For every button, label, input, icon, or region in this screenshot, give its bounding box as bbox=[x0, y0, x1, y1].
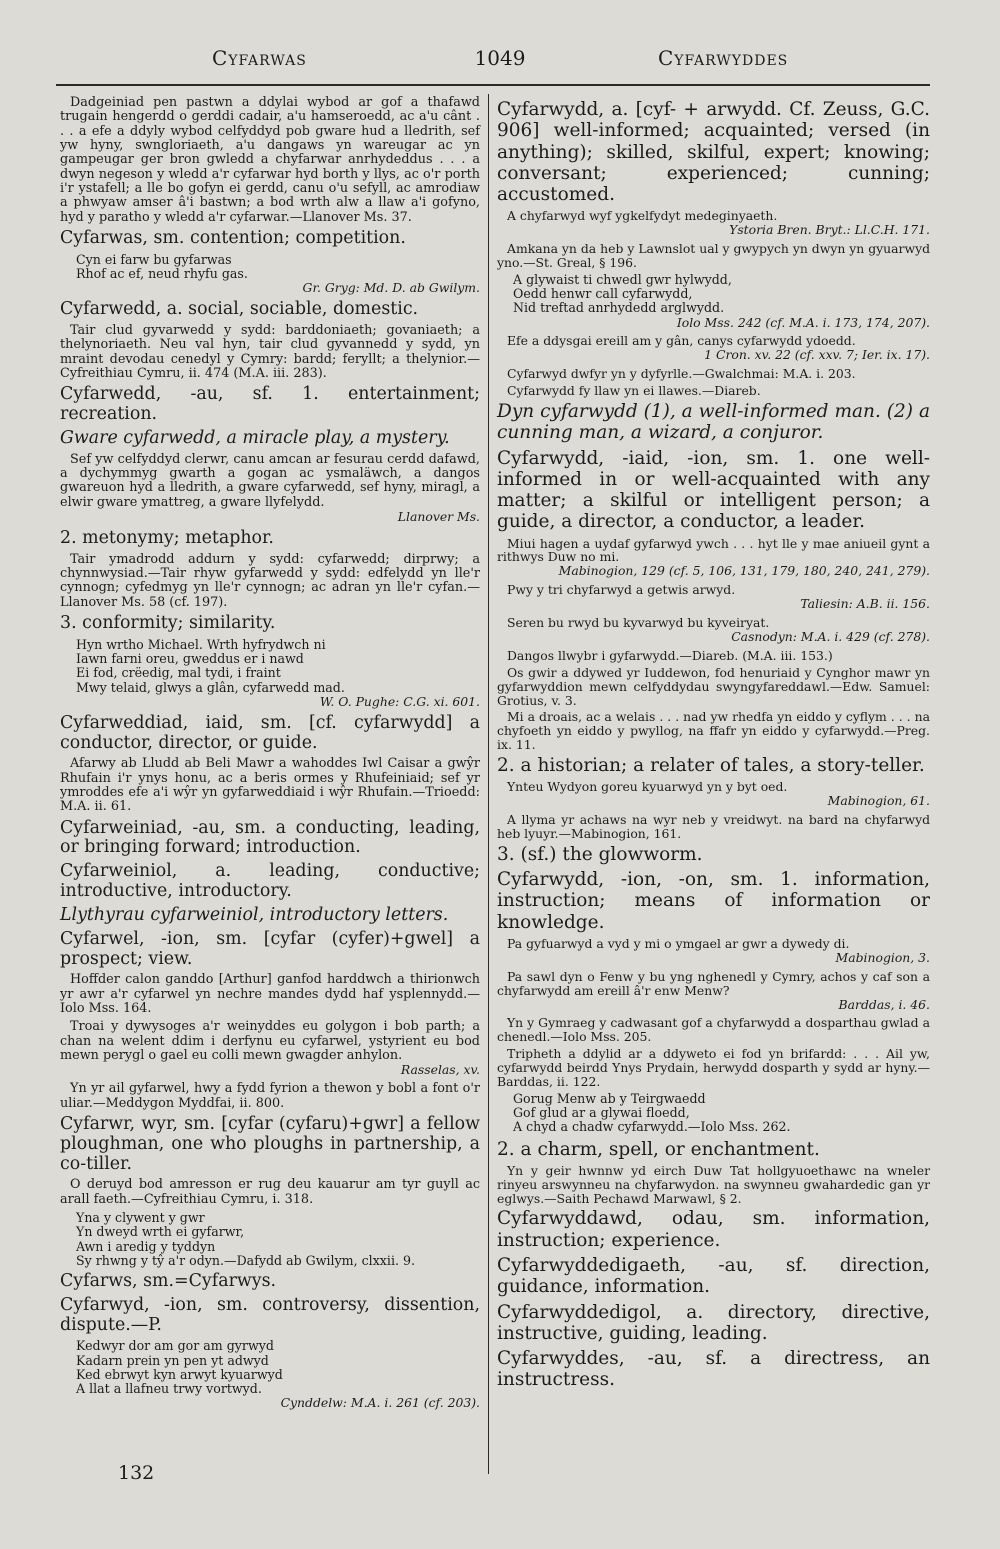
citation: Seren bu rwyd bu kyvarwyd bu kyveiryat. bbox=[507, 615, 770, 631]
citation: Miui hagen a uydaf gyfarwyd ywch . . . hyt lle y mae aniueil gynt a rithwys Duw no mi. bbox=[497, 535, 930, 565]
verse-line: Hyn wrtho Michael. Wrth hyfrydwch ni bbox=[76, 636, 326, 652]
verse-line: Ked ebrwyt kyn arwyt kyuarwyd bbox=[76, 1366, 283, 1382]
header-page-number: 1049 bbox=[474, 46, 526, 70]
citation: Ynteu Wydyon goreu kyuarwyd yn y byt oed. bbox=[507, 779, 788, 795]
entry-glowworm: 3. (sf.) the glowworm. bbox=[497, 843, 703, 865]
citation: Os gwir a ddywed yr Iuddewon, fod henuriaid y Cynghor mawr yn gyfarwyddion mewn celfyddydau swyngyfareddawl.—Edw. Samuel: Grotius, v. 3. bbox=[497, 664, 930, 708]
entry-cyfarwyddedigaeth: Cyfarwyddedigaeth, -au, sf. direction, guidance, information. bbox=[497, 1254, 930, 1298]
citation: Sef yw celfyddyd clerwr, canu amcan ar fesurau cerdd dafawd, a dychymmyg gwarth a gogan ac ysmaläwch, a dangos gwareuon hyd a lledrith, a gware cyfarwedd, sef hyny, miragl, a elwir gware ymattreg, a gware llyfelydd. bbox=[60, 451, 480, 510]
entry-llythyrau: Llythyrau cyfarweiniol, introductory letters. bbox=[60, 904, 449, 925]
signature-mark: 132 bbox=[118, 1462, 155, 1484]
verse-line: Sy rhwng y tŷ a'r odyn.—Dafydd ab Gwilym, clxxii. 9. bbox=[76, 1252, 415, 1268]
source-citation: Ystoria Bren. Bryt.: Ll.C.H. 171. bbox=[729, 222, 930, 238]
column-divider bbox=[488, 94, 489, 1474]
entry-cyfarws: Cyfarws, sm.=Cyfarwys. bbox=[60, 1270, 277, 1291]
citation: Hoffder calon ganddo [Arthur] ganfod harddwch a thirionwch yr awr a'r cyfarwel yn nechre mandes dydd haf ysplennydd.—Iolo Mss. 164. bbox=[60, 972, 480, 1017]
verse-line: Cyn ei farw bu gyfarwas bbox=[76, 251, 232, 267]
citation: Tair ymadrodd addurn y sydd: cyfarwedd; dirprwy; a chynnwysiad.—Tair rhyw gyfarwedd y sydd: edfelydd yn lle'r cynnogn; cyfedmyg yn lle'r cynnogn; ac adran yn lle'r cyfan.—Llanover Ms. 58 (cf. 197). bbox=[60, 551, 480, 610]
verse-line: Awn i aredig y tyddyn bbox=[76, 1238, 216, 1254]
source-citation: Barddas, i. 46. bbox=[838, 996, 930, 1012]
entry-cyfarweiniol: Cyfarweiniol, a. leading, conductive; introductive, introductory. bbox=[60, 861, 480, 902]
intro-citation: Dadgeiniad pen pastwn a ddylai wybod ar gof a thafawd trugain hengerdd o gerddi cadair, a'u hamseroedd, ac a'u cânt . . . a efe a ddyly wybod celfyddyd pob gware hud a lledrith, sef yw hyny, swngloriaeth, a'u dangaws yn wareugar ac yn gampeugar ger bron gwledd a chyfarwar anrhydeddus . . . a dwyn negeson y wledd a'r cyfarwar hyd borth y llys, ac o'r porth i'r ystafell; a lle bo gofyn ei gerdd, canu o'u sefyll, ac amrodiaw a phwyaw amser â'i bastwn; a bod wrth alw a llaw a'i gofyno, hyd y paratho y wledd a'r cyfarwar.—Llanover Ms. 37. bbox=[60, 95, 480, 225]
citation: Amkana yn da heb y Lawnslot ual y gwypych yn dwyn yn gyuarwyd yno.—St. Greal, § 196. bbox=[497, 241, 930, 270]
entry-cyfarwydd-noun: Cyfarwydd, -iaid, -ion, sm. 1. one well-informed in or well-acquainted with any matter; a skilful or intelligent person; a guide, a director, a conductor, a leader. bbox=[497, 447, 930, 533]
entry-cyfarwyddedigol: Cyfarwyddedigol, a. directory, directive, instructive, guiding, leading. bbox=[497, 1301, 930, 1344]
source-citation: Mabinogion, 61. bbox=[827, 793, 930, 809]
citation: Tripheth a ddylid ar a ddyweto ei fod yn brifardd: . . . Ail yw, cyfarwydd beirdd Ynys Prydain, herwydd dosparth y sydd ar hyny.—Barddas, ii. 122. bbox=[497, 1046, 930, 1089]
entry-cyfarweiniad: Cyfarweiniad, -au, sm. a conducting, leading, or bringing forward; introduction. bbox=[60, 817, 480, 858]
entry-cyfarwyd: Cyfarwyd, -ion, sm. controversy, dissention, dispute.—P. bbox=[60, 1294, 480, 1335]
verse-line: Mwy telaid, glwys a glân, cyfarwedd mad. bbox=[76, 679, 345, 695]
verse-line: A glywaist ti chwedl gwr hylwydd, bbox=[513, 271, 732, 287]
page-header bbox=[0, 42, 1000, 76]
citation: Dangos llwybr i gyfarwydd.—Diareb. (M.A. iii. 153.) bbox=[507, 647, 833, 663]
citation: Troai y dywysoges a'r weinyddes eu golygon i bob parth; a chan na welent ddim i derfynu eu cyfarwel, ystyrient eu bod mewn perygl o gael eu colli mewn gwagder anhylon. bbox=[60, 1019, 480, 1064]
verse-line: Yn dweyd wrth ei gyfarwr, bbox=[76, 1224, 245, 1240]
entry-dyn-cyfarwydd: Dyn cyfarwydd (1), a well-informed man. (2) a cunning man, a wizard, a conjuror. bbox=[497, 401, 930, 444]
citation: A chyfarwyd wyf ygkelfydyt medeginyaeth. bbox=[507, 208, 778, 224]
entry-metonymy: 2. metonymy; metaphor. bbox=[60, 527, 274, 548]
source-citation: Rasselas, xv. bbox=[400, 1062, 480, 1078]
entry-gware-cyfarwedd: Gware cyfarwedd, a miracle play, a mystery. bbox=[60, 427, 450, 448]
citation: Yn y geir hwnnw yd eirch Duw Tat hollgyuoethawc na wneler rinyeu arswynneu na chyfarwydon. na swynneu gwahardedic gan yr eglwys.—Saith Pechawd Marwawl, § 2. bbox=[497, 1162, 930, 1206]
citation: A llyma yr achaws na wyr neb y vreidwyt. na bard na chyfarwyd heb lyuyr.—Mabinogion, 161. bbox=[497, 812, 930, 841]
source-citation: Mabinogion, 3. bbox=[835, 949, 930, 965]
verse-line: Gorug Menw ab y Teirgwaedd bbox=[513, 1090, 706, 1106]
source-citation: W. O. Pughe: C.G. xi. 601. bbox=[319, 693, 480, 709]
verse-line: A chyd a chadw cyfarwydd.—Iolo Mss. 262. bbox=[513, 1119, 791, 1135]
source-citation: Gr. Gryg: Md. D. ab Gwilym. bbox=[302, 280, 480, 296]
citation: Cyfarwydd fy llaw yn ei llawes.—Diareb. bbox=[507, 383, 761, 399]
source-citation: Casnodyn: M.A. i. 429 (cf. 278). bbox=[731, 628, 930, 644]
header-left-guideword: Cyfarwas bbox=[212, 46, 307, 70]
source-citation: Cynddelw: M.A. i. 261 (cf. 203). bbox=[280, 1395, 480, 1411]
citation: Pa sawl dyn o Fenw y bu yng nghenedl y Cymry, achos y caf son a chyfarwydd am ereill â'r enw Menw? bbox=[497, 968, 930, 998]
citation: Pa gyfuarwyd a vyd y mi o ymgael ar gwr a dywedy di. bbox=[507, 935, 850, 951]
verse-line: Iawn farni oreu, gweddus er i nawd bbox=[76, 651, 304, 667]
citation: O deruyd bod amresson er rug deu kauarur am tyr guyll ac arall faeth.—Cyfreithiau Cymru, i. 318. bbox=[60, 1177, 480, 1207]
citation: Pwy y tri chyfarwyd a getwis arwyd. bbox=[507, 582, 736, 598]
citation: Cyfarwyd dwfyr yn y dyfyrlle.—Gwalchmai: M.A. i. 203. bbox=[507, 366, 856, 382]
citation: Mi a droais, ac a welais . . . nad yw rhedfa yn eiddo y cyflym . . . na chyfoeth yn eiddo y pwyllog, na ffafr yn eiddo y cyfarwydd.—Preg. ix. 11. bbox=[497, 709, 930, 753]
source-citation: 1 Cron. xv. 22 (cf. xxv. 7; Ier. ix. 17). bbox=[704, 347, 930, 363]
entry-cyfarwydd-adj: Cyfarwydd, a. [cyf- + arwydd. Cf. Zeuss, G.C. 906] well-informed; acquainted; versed (in anything); skilled, skilful, expert; knowing; conversant; experienced; cunning; accustomed. bbox=[497, 99, 930, 206]
entry-historian: 2. a historian; a relater of tales, a story-teller. bbox=[497, 755, 925, 777]
entry-cyfarwyddes: Cyfarwyddes, -au, sf. a directress, an instructress. bbox=[497, 1348, 930, 1391]
verse-line: Kadarn prein yn pen yt adwyd bbox=[76, 1352, 269, 1368]
verse-line: Nid treftad anrhydedd arglwydd. bbox=[513, 300, 725, 316]
entry-conformity: 3. conformity; similarity. bbox=[60, 613, 276, 634]
verse-line: Oedd henwr call cyfarwydd, bbox=[513, 286, 693, 302]
left-column bbox=[60, 96, 480, 1415]
verse-line: Yna y clywent y gwr bbox=[76, 1210, 205, 1226]
citation: Afarwy ab Lludd ab Beli Mawr a wahoddes Iwl Caisar a gwŷr Rhufain i'r ynys honu, ac a beris ormes y Rhufeiniaid; sef yr ymroddes efe a'i wŷr yn gyfarweddiaid i wŷr Rhufain.—Trioedd: M.A. ii. 61. bbox=[60, 756, 480, 815]
citation: Yn yr ail gyfarwel, hwy a fydd fyrion a thewon y bobl a font o'r uliar.—Meddygon Myddfai, ii. 800. bbox=[60, 1081, 480, 1111]
source-citation: Taliesin: A.B. ii. 156. bbox=[800, 596, 930, 612]
citation: Yn y Gymraeg y cadwasant gof a chyfarwydd a dosparthau gwlad a chenedl.—Iolo Mss. 205. bbox=[497, 1015, 930, 1045]
citation: Tair clud gyvarwedd y sydd: barddoniaeth; govaniaeth; a thelynoriaeth. Neu val hyn, tair clud gyvannedd y sydd, yn mraint devodau cenedyl y Cymry: bardd; feryllt; a thelynior.—Cyfreithiau Cymru, ii. 474 (M.A. iii. 283). bbox=[60, 322, 480, 381]
verse-line: Ei fod, crëedig, mal tydi, i fraint bbox=[76, 665, 281, 681]
entry-charm: 2. a charm, spell, or enchantment. bbox=[497, 1138, 820, 1160]
citation: Efe a ddysgai ereill am y gân, canys cyfarwydd ydoedd. bbox=[507, 333, 856, 349]
entry-cyfarwedd-adj: Cyfarwedd, a. social, sociable, domestic. bbox=[60, 299, 419, 320]
entry-cyfarwyddawd: Cyfarwyddawd, odau, sm. information, instruction; experience. bbox=[497, 1208, 930, 1251]
verse-line: A llat a llafneu trwy vortwyd. bbox=[76, 1381, 262, 1397]
entry-cyfarwydd-information: Cyfarwydd, -ion, -on, sm. 1. information, instruction; means of information or knowledge. bbox=[497, 869, 930, 933]
entry-cyfarwas: Cyfarwas, sm. contention; competition. bbox=[60, 227, 406, 248]
verse-line: Rhof ac ef, neud rhyfu gas. bbox=[76, 266, 248, 281]
header-rule bbox=[56, 84, 930, 86]
entry-cyfarweddiad: Cyfarweddiad, iaid, sm. [cf. cyfarwydd] a conductor, director, or guide. bbox=[60, 712, 480, 753]
source-citation: Mabinogion, 129 (cf. 5, 106, 131, 179, 180, 240, 241, 279). bbox=[558, 563, 930, 579]
entry-cyfarwel: Cyfarwel, -ion, sm. [cyfar (cyfer)+gwel] a prospect; view. bbox=[60, 928, 480, 969]
entry-cyfarwedd-noun: Cyfarwedd, -au, sf. 1. entertainment; recreation. bbox=[60, 384, 480, 425]
right-column bbox=[497, 96, 930, 1395]
entry-cyfarwr: Cyfarwr, wyr, sm. [cyfar (cyfaru)+gwr] a fellow ploughman, one who ploughs in partnership, a co-tiller. bbox=[60, 1113, 480, 1174]
source-citation: Llanover Ms. bbox=[397, 509, 480, 525]
verse-line: Gof glud ar a glywai floedd, bbox=[513, 1105, 690, 1121]
header-right-guideword: Cyfarwyddes bbox=[658, 46, 789, 70]
source-citation: Iolo Mss. 242 (cf. M.A. i. 173, 174, 207). bbox=[676, 314, 930, 330]
verse-line: Kedwyr dor am gor am gyrwyd bbox=[76, 1338, 274, 1354]
